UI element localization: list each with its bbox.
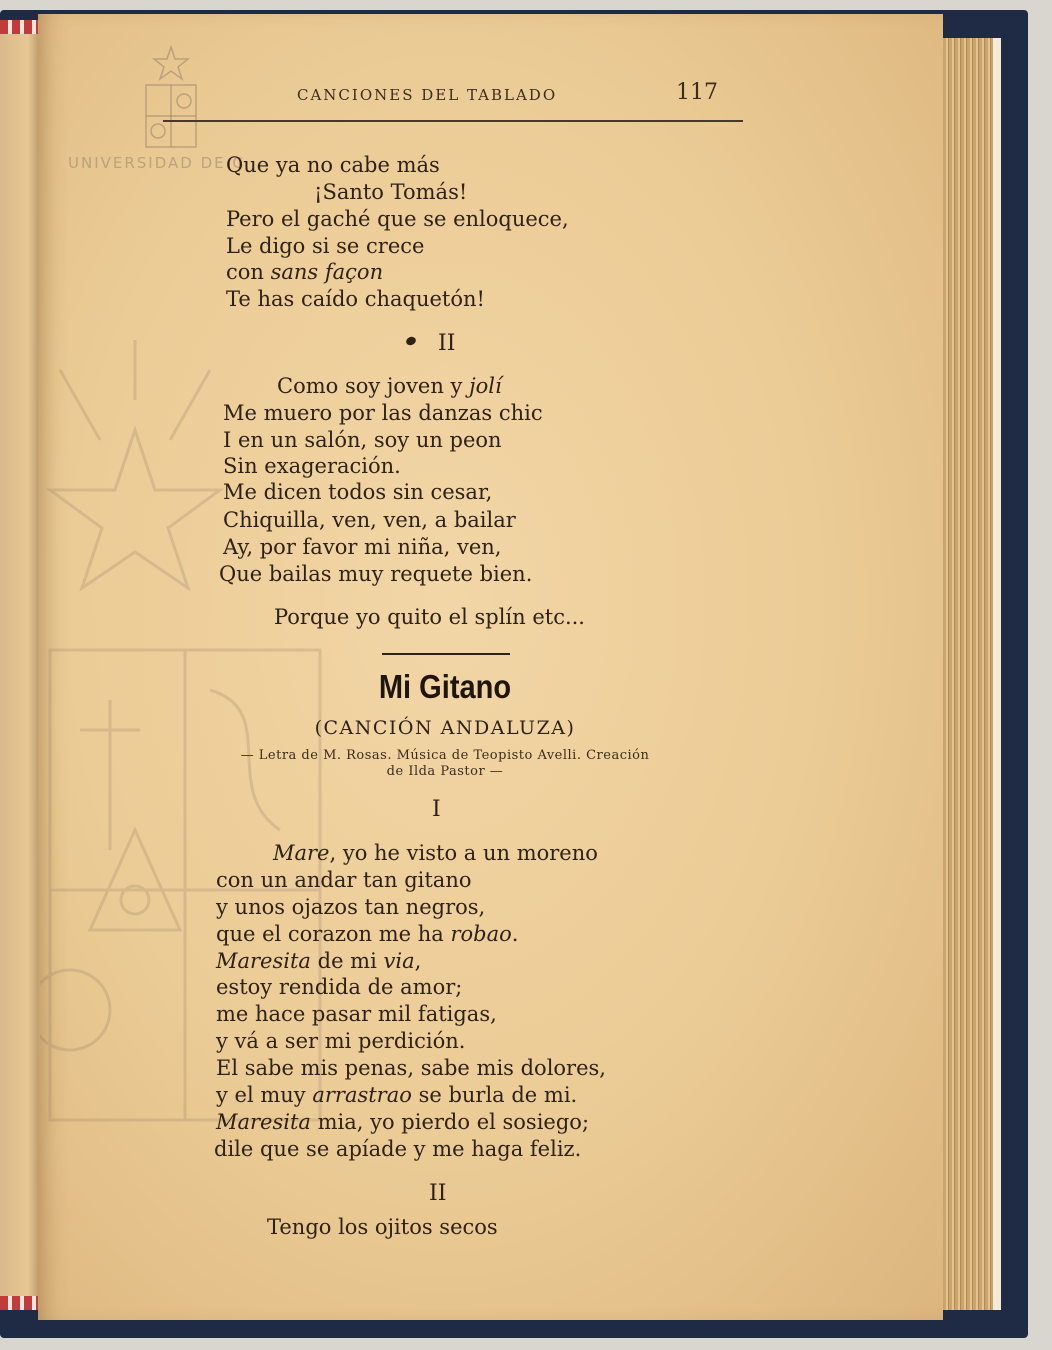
verse-line: estoy rendida de amor; — [216, 975, 463, 999]
ink-speck — [405, 335, 417, 346]
verse-line: Chiquilla, ven, ven, a bailar — [223, 508, 516, 532]
verse-line: y unos ojazos tan negros, — [216, 895, 486, 919]
verse-line: Ay, por favor mi niña, ven, — [223, 535, 502, 559]
verse-line: con sans façon — [226, 260, 384, 284]
verse-line: Me muero por las danzas chic — [223, 401, 543, 425]
song-credits — [185, 748, 705, 780]
verse-line: Pero el gaché que se enloquece, — [226, 207, 569, 231]
stanza-numeral: II — [429, 1181, 447, 1206]
verse-line: El sabe mis penas, sabe mis dolores, — [216, 1056, 606, 1080]
verse-line: dile que se apíade y me haga feliz. — [214, 1137, 582, 1161]
verse-line: Como soy joven y jolí — [277, 374, 502, 398]
verse-line: me hace pasar mil fatigas, — [216, 1002, 497, 1026]
stanza-numeral: I — [432, 797, 441, 822]
verse-line: Te has caído chaquetón! — [226, 287, 485, 311]
verse-line: Tengo los ojitos secos — [267, 1215, 498, 1239]
refrain-line: Porque yo quito el splín etc... — [274, 605, 585, 629]
verse-line: Maresita de mi via, — [216, 949, 422, 973]
verse-line: y el muy arrastrao se burla de mi. — [216, 1083, 578, 1107]
title-rule — [382, 653, 510, 655]
verse-line: ¡Santo Tomás! — [314, 180, 468, 204]
song-subtitle: (CANCIÓN ANDALUZA) — [314, 717, 576, 739]
section-numeral: II — [438, 331, 456, 356]
running-head: CANCIONES DEL TABLADO — [297, 86, 558, 104]
header-rule — [163, 120, 743, 122]
credits-line: — Letra de M. Rosas. Música de Teopisto Avelli. Creación — [240, 748, 650, 763]
verse-line: Que ya no cabe más — [226, 153, 440, 177]
verse-line: y vá a ser mi perdición. — [216, 1029, 466, 1053]
verse-line: Maresita mia, yo pierdo el sosiego; — [216, 1110, 590, 1134]
verse-line: con un andar tan gitano — [216, 868, 472, 892]
verse-line: que el corazon me ha robao. — [216, 922, 519, 946]
verse-line: I en un salón, soy un peon — [223, 428, 502, 452]
verse-line: Le digo si se crece — [226, 234, 425, 258]
page-number: 117 — [676, 80, 718, 105]
verse-line: Me dicen todos sin cesar, — [223, 480, 493, 504]
verse-line: Mare, yo he visto a un moreno — [273, 841, 598, 865]
credits-line: de Ilda Pastor — — [386, 764, 504, 779]
verse-line: Que bailas muy requete bien. — [219, 562, 533, 586]
verse-line: Sin exageración. — [223, 454, 401, 478]
watermark-text: UNIVERSIDAD DE C — [68, 154, 245, 172]
song-title: Mi Gitano — [378, 668, 512, 705]
